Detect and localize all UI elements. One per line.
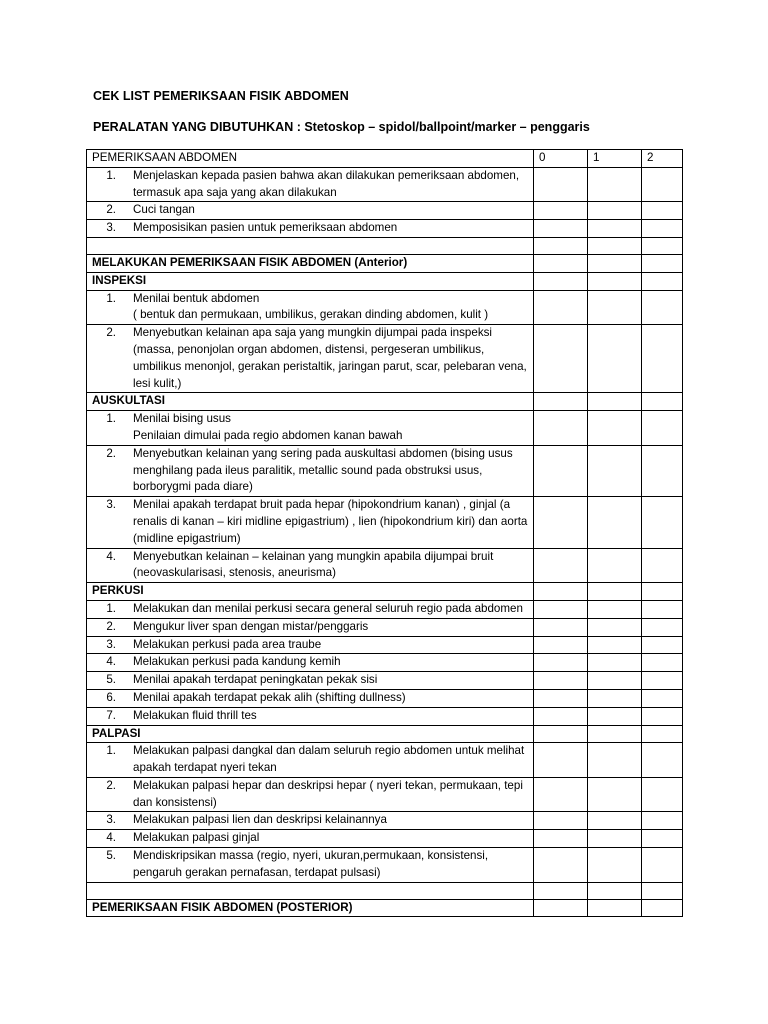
item-subtext: Penilaian dimulai pada regio abdomen kanan bawah	[133, 428, 403, 442]
score-cell-0[interactable]	[534, 654, 588, 672]
score-cell-1[interactable]	[588, 830, 642, 848]
score-cell-1[interactable]	[588, 636, 642, 654]
table-row	[87, 445, 683, 496]
item-text: Menilai bising usus	[133, 412, 231, 426]
score-cell-2[interactable]	[642, 743, 683, 778]
table-row	[87, 325, 683, 393]
item-number: 4.	[106, 655, 116, 669]
score-cell-2[interactable]	[642, 548, 683, 583]
item-number: 1.	[106, 601, 116, 615]
score-cell-0[interactable]	[534, 743, 588, 778]
score-cell-0[interactable]	[534, 830, 588, 848]
score-cell-2[interactable]	[642, 707, 683, 725]
item-text: Melakukan perkusi pada area traube	[133, 637, 322, 651]
score-cell-2[interactable]	[642, 497, 683, 548]
item-number: 5.	[106, 849, 116, 863]
palpasi-heading: PALPASI	[87, 725, 534, 743]
table-row	[87, 672, 683, 690]
item-text: Menyebutkan kelainan – kelainan yang mungkin apabila dijumpai bruit (neovaskularisasi, stenosis, aneurisma)	[133, 549, 494, 580]
item-text: Menyebutkan kelainan apa saja yang mungkin dijumpai pada inspeksi (massa, penonjolan organ abdomen, distensi, pergeseran umbilikus, umbilikus menonjol, gerakan peristaltik, jaringan parut, scar, pelebaran vena, lesi kulit,)	[133, 326, 527, 390]
table-row	[87, 707, 683, 725]
item-number: 2.	[106, 326, 116, 340]
item-text: Melakukan palpasi ginjal	[133, 831, 260, 845]
score-cell-1[interactable]	[588, 618, 642, 636]
posterior-heading: PEMERIKSAAN FISIK ABDOMEN (POSTERIOR)	[87, 899, 534, 917]
table-row	[87, 411, 683, 446]
item-text: Menilai bentuk abdomen	[133, 291, 260, 305]
score-cell-2[interactable]	[642, 325, 683, 393]
item-number: 6.	[106, 690, 116, 704]
table-row	[87, 497, 683, 548]
table-header-row	[87, 150, 683, 168]
score-cell-1[interactable]	[588, 548, 642, 583]
header-score-2: 2	[642, 150, 683, 168]
score-cell-0[interactable]	[534, 672, 588, 690]
score-cell-0[interactable]	[534, 445, 588, 496]
header-score-1: 1	[588, 150, 642, 168]
item-text: Mendiskripsikan massa (regio, nyeri, ukuran,permukaan, konsistensi, pengaruh gerakan pernafasan, terdapat pulsasi)	[133, 849, 489, 879]
item-text: Mengukur liver span dengan mistar/penggaris	[133, 619, 369, 633]
score-cell-1[interactable]	[588, 411, 642, 446]
equipment-line: PERALATAN YANG DIBUTUHKAN : Stetoskop – spidol/ballpoint/marker – penggaris	[93, 120, 590, 134]
score-cell-1[interactable]	[588, 689, 642, 707]
item-number: 1.	[106, 168, 116, 182]
score-cell-0[interactable]	[534, 689, 588, 707]
score-cell-0[interactable]	[534, 707, 588, 725]
table-row	[87, 220, 683, 238]
item-text: Melakukan dan menilai perkusi secara general seluruh regio pada abdomen	[133, 601, 523, 615]
score-cell-2[interactable]	[642, 220, 683, 238]
score-cell-0[interactable]	[534, 167, 588, 202]
item-text: Memposisikan pasien untuk pemeriksaan abdomen	[133, 221, 398, 235]
score-cell-0[interactable]	[534, 848, 588, 883]
score-cell-2[interactable]	[642, 848, 683, 883]
header-score-0: 0	[534, 150, 588, 168]
section-row	[87, 725, 683, 743]
table-row	[87, 636, 683, 654]
table-row	[87, 548, 683, 583]
blank-row	[87, 237, 683, 254]
section-row	[87, 393, 683, 411]
item-number: 2.	[106, 203, 116, 217]
score-cell-1[interactable]	[588, 497, 642, 548]
item-text: Melakukan palpasi dangkal dan dalam seluruh regio abdomen untuk melihat apakah terdapat nyeri tekan	[133, 744, 525, 775]
header-label: PEMERIKSAAN ABDOMEN	[87, 150, 534, 168]
score-cell-1[interactable]	[588, 777, 642, 812]
score-cell-0[interactable]	[534, 777, 588, 812]
item-text: Melakukan perkusi pada kandung kemih	[133, 655, 341, 669]
item-number: 2.	[106, 778, 116, 792]
blank-row	[87, 882, 683, 899]
score-cell-1[interactable]	[588, 220, 642, 238]
item-text: Menilai apakah terdapat pekak alih (shifting dullness)	[133, 690, 406, 704]
item-number: 1.	[106, 744, 116, 758]
score-cell-1[interactable]	[588, 707, 642, 725]
score-cell-0[interactable]	[534, 636, 588, 654]
item-text: Menjelaskan kepada pasien bahwa akan dilakukan pemeriksaan abdomen, termasuk apa saja yang akan dilakukan	[133, 168, 520, 199]
page-title: CEK LIST PEMERIKSAAN FISIK ABDOMEN	[93, 89, 349, 103]
item-number: 4.	[106, 549, 116, 563]
score-cell-1[interactable]	[588, 672, 642, 690]
perkusi-heading: PERKUSI	[87, 583, 534, 601]
score-cell-0[interactable]	[534, 497, 588, 548]
table-row	[87, 777, 683, 812]
score-cell-1[interactable]	[588, 812, 642, 830]
score-cell-2[interactable]	[642, 689, 683, 707]
score-cell-0[interactable]	[534, 202, 588, 220]
score-cell-2[interactable]	[642, 777, 683, 812]
score-cell-0[interactable]	[534, 812, 588, 830]
item-number: 3.	[106, 498, 116, 512]
item-text: Menyebutkan kelainan yang sering pada auskultasi abdomen (bising usus menghilang pada ileus paralitik, metallic sound pada obstruksi usus, borborygmi pada diare)	[133, 446, 513, 494]
item-text: Melakukan palpasi lien dan deskripsi kelainannya	[133, 813, 387, 827]
score-cell-0[interactable]	[534, 600, 588, 618]
item-number: 2.	[106, 446, 116, 460]
score-cell-2[interactable]	[642, 812, 683, 830]
score-cell-1[interactable]	[588, 167, 642, 202]
item-number: 3.	[106, 813, 116, 827]
item-text: Menilai apakah terdapat bruit pada hepar (hipokondrium kanan) , ginjal (a renalis di kanan – kiri midline epigastrium) , lien (hipokondrium kiri) dan aorta (midline epigastrium)	[133, 498, 528, 545]
table-row	[87, 202, 683, 220]
item-text: Melakukan palpasi hepar dan deskripsi hepar ( nyeri tekan, permukaan, tepi dan konsistensi)	[133, 778, 523, 809]
item-text: Cuci tangan	[133, 203, 195, 217]
table-row	[87, 618, 683, 636]
table-row	[87, 600, 683, 618]
inspeksi-heading: INSPEKSI	[87, 272, 534, 290]
score-cell-2[interactable]	[642, 290, 683, 325]
item-number: 3.	[106, 637, 116, 651]
score-cell-1[interactable]	[588, 654, 642, 672]
score-cell-1[interactable]	[588, 290, 642, 325]
score-cell-0[interactable]	[534, 220, 588, 238]
item-subtext: ( bentuk dan permukaan, umbilikus, gerakan dinding abdomen, kulit )	[133, 308, 489, 322]
item-number: 3.	[106, 221, 116, 235]
anterior-heading: MELAKUKAN PEMERIKSAAN FISIK ABDOMEN (Anterior)	[87, 254, 534, 272]
section-row	[87, 899, 683, 917]
score-cell-1[interactable]	[588, 743, 642, 778]
table-row	[87, 167, 683, 202]
score-cell-2[interactable]	[642, 202, 683, 220]
item-number: 4.	[106, 831, 116, 845]
score-cell-2[interactable]	[642, 167, 683, 202]
section-row	[87, 254, 683, 272]
item-text: Menilai apakah terdapat peningkatan pekak sisi	[133, 673, 378, 687]
score-cell-2[interactable]	[642, 600, 683, 618]
score-cell-1[interactable]	[588, 325, 642, 393]
score-cell-2[interactable]	[642, 830, 683, 848]
table-row	[87, 290, 683, 325]
score-cell-0[interactable]	[534, 325, 588, 393]
score-cell-1[interactable]	[588, 445, 642, 496]
score-cell-2[interactable]	[642, 618, 683, 636]
item-number: 1.	[106, 291, 116, 305]
table-row	[87, 848, 683, 883]
item-number: 1.	[106, 412, 116, 426]
item-number: 7.	[106, 708, 116, 722]
item-text: Melakukan fluid thrill tes	[133, 708, 257, 722]
score-cell-1[interactable]	[588, 848, 642, 883]
score-cell-1[interactable]	[588, 202, 642, 220]
score-cell-2[interactable]	[642, 445, 683, 496]
score-cell-0[interactable]	[534, 411, 588, 446]
score-cell-0[interactable]	[534, 290, 588, 325]
table-row	[87, 689, 683, 707]
table-row	[87, 743, 683, 778]
score-cell-2[interactable]	[642, 636, 683, 654]
table-row	[87, 812, 683, 830]
section-row	[87, 583, 683, 601]
auskultasi-heading: AUSKULTASI	[87, 393, 534, 411]
section-row	[87, 272, 683, 290]
score-cell-0[interactable]	[534, 618, 588, 636]
checklist-table	[86, 149, 683, 917]
score-cell-0[interactable]	[534, 548, 588, 583]
item-number: 5.	[106, 673, 116, 687]
score-cell-2[interactable]	[642, 411, 683, 446]
score-cell-2[interactable]	[642, 672, 683, 690]
score-cell-2[interactable]	[642, 654, 683, 672]
score-cell-1[interactable]	[588, 600, 642, 618]
item-number: 2.	[106, 619, 116, 633]
table-row	[87, 830, 683, 848]
table-row	[87, 654, 683, 672]
